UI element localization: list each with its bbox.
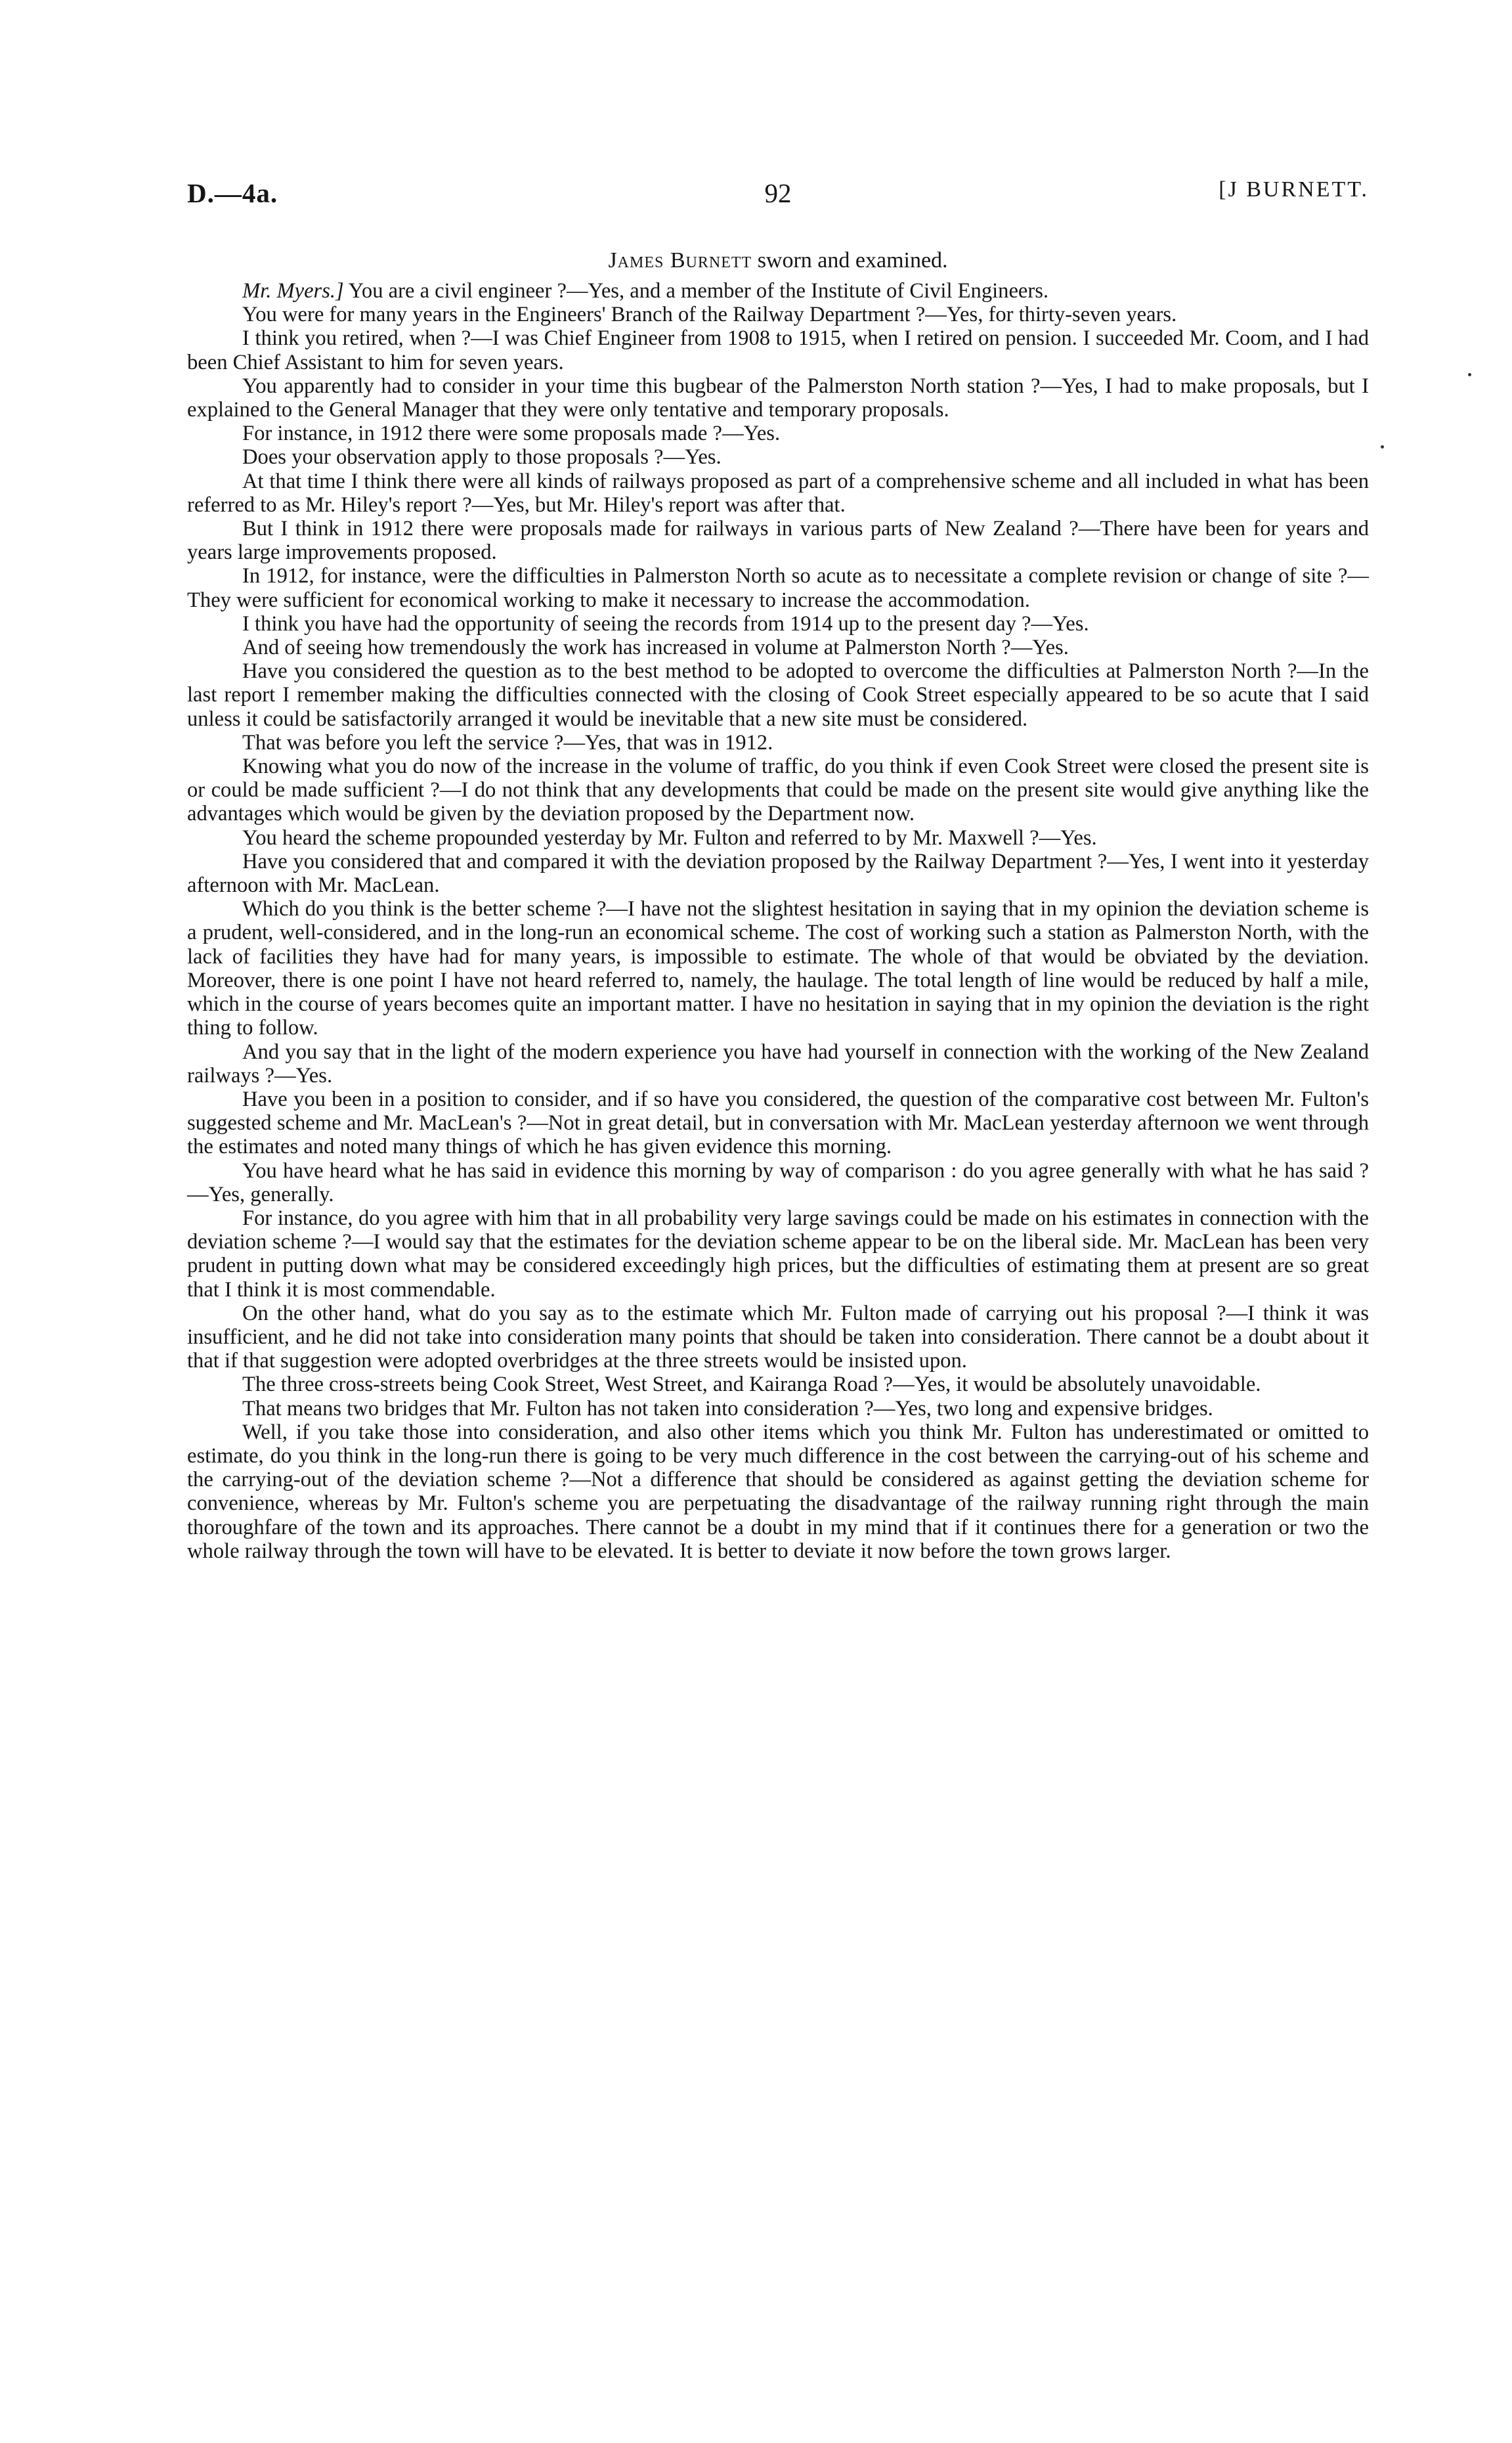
witness-title-suffix: sworn and examined.	[757, 248, 948, 273]
paragraph: That means two bridges that Mr. Fulton has not taken into consideration ?—Yes, two long and expensive bridges.	[242, 1396, 1213, 1420]
scan-speck	[1381, 445, 1384, 449]
opening-text: You are a civil engineer ?—Yes, and a member of the Institute of Civil Engineers.	[348, 279, 1049, 303]
opening-paragraph	[187, 279, 1369, 303]
paragraph: Which do you think is the better scheme ?—I have not the slightest hesitation in saying that in my opinion the deviation scheme is a prudent, well-considered, and in the long-run an economical scheme. The cost of working such a station as Palmerston North, with the lack of facilities they have had for many years, is impossible to estimate. The whole of that would be obviated by the deviation. Moreover, there is one point I have not heard referred to, namely, the haulage. The total length of line would be reduced by half a mile, which in the course of years becomes quite an important matter. I have no hesitation in saying that in my opinion the deviation is the right thing to follow.	[187, 897, 1369, 1040]
paragraph: I think you have had the opportunity of seeing the records from 1914 up to the present day ?—Yes.	[242, 611, 1089, 636]
paragraph: You heard the scheme propounded yesterday by Mr. Fulton and referred to by Mr. Maxwell ?—Yes.	[242, 825, 1097, 850]
testimony-body	[187, 279, 1369, 1563]
paragraph: Have you considered that and compared it with the deviation proposed by the Railway Department ?—Yes, I went into it yesterday afternoon with Mr. MacLean.	[187, 849, 1369, 898]
paragraph: Have you been in a position to consider, and if so have you considered, the question of the comparative cost between Mr. Fulton's suggested scheme and Mr. MacLean's ?—Not in great detail, but in conversation with Mr. MacLean yesterday afternoon we went through the estimates and noted many things of which he has given evidence this morning.	[187, 1087, 1369, 1159]
paper-reference: D.—4a.	[187, 178, 278, 208]
paragraph: Have you considered the question as to the best method to be adopted to overcome the difficulties at Palmerston North ?—In the last report I remember making the difficulties connected with the closing of Cook Street especially appeared to be so acute that I said unless it could be satisfactorily arranged it would be inevitable that a new site must be considered.	[187, 659, 1369, 731]
page-header	[187, 177, 1369, 217]
paragraph: But I think in 1912 there were proposals made for railways in various parts of New Zealand ?—There have been for years and years large improvements proposed.	[187, 517, 1369, 565]
paragraph: I think you retired, when ?—I was Chief Engineer from 1908 to 1915, when I retired on pension. I succeeded Mr. Coom, and I had been Chief Assistant to him for seven years.	[187, 326, 1369, 374]
paragraph: Knowing what you do now of the increase in the volume of traffic, do you think if even Cook Street were closed the present site is or could be made sufficient ?—I do not think that any developments that could be made on the present site would give anything like the advantages which would be given by the deviation proposed by the Department now.	[187, 755, 1369, 826]
speaker-label: Mr. Myers.]	[242, 279, 344, 303]
paragraph: In 1912, for instance, were the difficulties in Palmerston North so acute as to necessitate a complete revision or change of site ?—They were sufficient for economical working to make it necessary to increase the accommodation.	[187, 564, 1369, 612]
paragraph: On the other hand, what do you say as to the estimate which Mr. Fulton made of carrying out his proposal ?—I think it was insufficient, and he did not take into consideration many points that should be taken into consideration. There cannot be a doubt about it that if that suggestion were adopted overbridges at the three streets would be insisted upon.	[187, 1301, 1369, 1373]
scan-speck	[1468, 373, 1471, 376]
paragraph: At that time I think there were all kinds of railways proposed as part of a comprehensive scheme and all included in what has been referred to as Mr. Hiley's report ?—Yes, but Mr. Hiley's report was after that.	[187, 469, 1369, 517]
witness-reference: [J BURNETT.	[1219, 177, 1369, 202]
paragraph: The three cross-streets being Cook Street, West Street, and Kairanga Road ?—Yes, it would be absolutely unavoidable.	[242, 1373, 1261, 1397]
paragraph: You have heard what he has said in evidence this morning by way of comparison : do you agree generally with what he has said ?—Yes, generally.	[187, 1158, 1369, 1206]
paragraph: And you say that in the light of the modern experience you have had yourself in connection with the working of the New Zealand railways ?—Yes.	[187, 1040, 1369, 1088]
page-number: 92	[764, 178, 792, 208]
paragraph: That was before you left the service ?—Yes, that was in 1912.	[242, 730, 773, 755]
paragraph: And of seeing how tremendously the work has increased in volume at Palmerston North ?—Yes.	[242, 636, 1069, 660]
witness-title	[187, 248, 1369, 273]
paragraph: Does your observation apply to those proposals ?—Yes.	[242, 445, 722, 470]
paragraph: For instance, in 1912 there were some proposals made ?—Yes.	[242, 422, 781, 446]
witness-name: James Burnett	[608, 248, 752, 273]
paragraph: Well, if you take those into consideration, and also other items which you think Mr. Fulton has underestimated or omitted to estimate, do you think in the long-run there is going to be very much difference in the cost between the carrying-out of his scheme and the carrying-out of the deviation scheme ?—Not a difference that should be considered as against getting the deviation scheme for convenience, whereas by Mr. Fulton's scheme you are perpetuating the disadvantage of the railway running right through the main thoroughfare of the town and its approaches. There cannot be a doubt in my mind that if it continues there for a generation or two the whole railway through the town will have to be elevated. It is better to deviate it now before the town grows larger.	[187, 1420, 1369, 1563]
paragraph: You apparently had to consider in your time this bugbear of the Palmerston North station ?—Yes, I had to make proposals, but I explained to the General Manager that they were only tentative and temporary proposals.	[187, 374, 1369, 422]
paragraph: For instance, do you agree with him that in all probability very large savings could be made on his estimates in connection with the deviation scheme ?—I would say that the estimates for the deviation scheme appear to be on the liberal side. Mr. MacLean has been very prudent in putting down what may be considered exceedingly high prices, but the difficulties of estimating them at present are so great that I think it is most commendable.	[187, 1206, 1369, 1302]
paragraph: You were for many years in the Engineers' Branch of the Railway Department ?—Yes, for thirty-seven years.	[242, 303, 1177, 327]
